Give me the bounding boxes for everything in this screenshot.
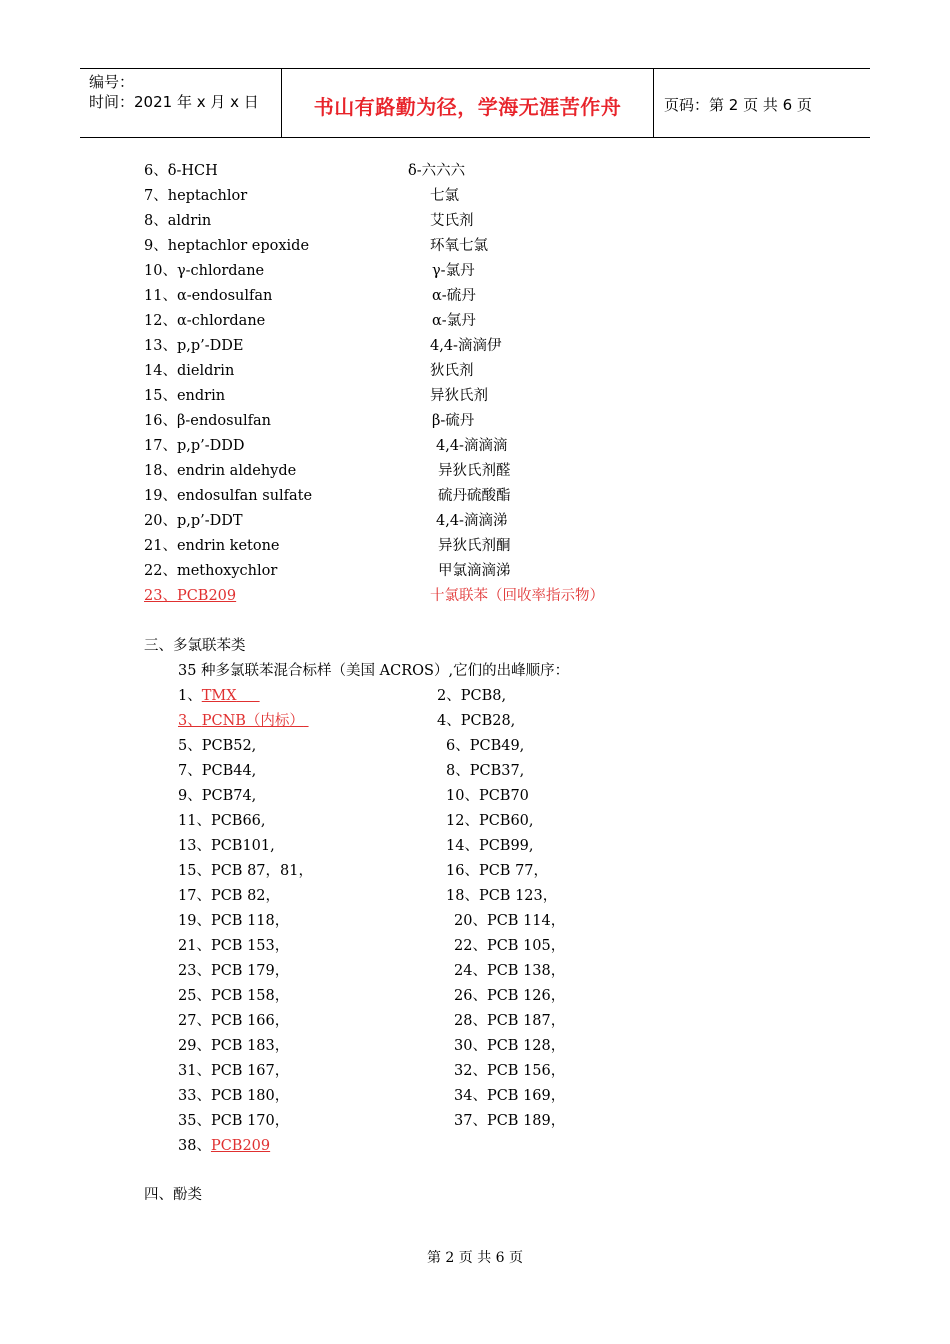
pcb-item: 24、PCB 138，	[454, 963, 566, 979]
pcb-item: 7、PCB44,	[178, 763, 257, 779]
list-item-en: 16、β-endosulfan	[144, 413, 271, 429]
pcb-item: 18、PCB 123，	[446, 888, 558, 904]
item-tmx	[202, 688, 260, 704]
header-motto: 书山有路勤为径，学海无涯苦作舟	[313, 95, 622, 119]
pcb-item: 25、PCB 158，	[178, 988, 290, 1004]
pcb-item: 17、PCB 82，	[178, 888, 281, 904]
list-item-en: 15、endrin	[144, 388, 226, 404]
list-item-cn: 七氯	[430, 188, 459, 204]
list-item-cn: 甲氯滴滴涕	[438, 563, 511, 579]
list-item-en: 21、endrin ketone	[144, 538, 280, 554]
section-heading: 三、多氯联苯类	[144, 638, 246, 654]
pcb-item: 23、PCB 179，	[178, 963, 290, 979]
pcb-item: 37、PCB 189，	[454, 1113, 566, 1129]
list-item-recovery-indicator	[144, 587, 630, 605]
list-item-en: 23、PCB209	[144, 588, 237, 604]
list-item-cn: α-氯丹	[432, 313, 476, 329]
pcb-item: 9、PCB74,	[178, 788, 257, 804]
list-item-cn: 硫丹硫酸酯	[438, 488, 511, 504]
list-item-cn: 环氧七氯	[430, 238, 488, 254]
list-item-cn: 艾氏剂	[430, 213, 474, 229]
header-motto-cell	[282, 69, 654, 137]
pcb-item: 21、PCB 153，	[178, 938, 290, 954]
pcb-item: 26、PCB 126，	[454, 988, 566, 1004]
list-item-en: 6、δ-HCH	[144, 163, 218, 179]
list-item-cn: 十氯联苯（回收率指示物）	[430, 588, 604, 604]
list-item-en: 18、endrin aldehyde	[144, 463, 297, 479]
pcb-item: 29、PCB 183，	[178, 1038, 290, 1054]
item-number: 1、	[178, 688, 202, 704]
pcb-item: 12、PCB60,	[446, 813, 534, 829]
pcb-item: 4、PCB28,	[437, 713, 516, 729]
pcb-item: 6、PCB49,	[446, 738, 525, 754]
section-intro: 35 种多氯联苯混合标样（美国 ACROS）,它们的出峰顺序：	[178, 663, 570, 679]
item-number: 3、	[178, 713, 202, 729]
header-page-number: 页码：第 2 页 共 6 页	[664, 96, 812, 114]
pcb-item: 15、PCB 87，81，	[178, 863, 313, 879]
list-item-en: 7、heptachlor	[144, 188, 248, 204]
pcb-item: 31、PCB 167，	[178, 1063, 290, 1079]
pcb-item: 22、PCB 105，	[454, 938, 566, 954]
pcb-item: 27、PCB 166，	[178, 1013, 290, 1029]
item-number: 38、	[178, 1138, 211, 1154]
pcb-item	[178, 687, 260, 705]
list-item-cn: β-硫丹	[432, 413, 475, 429]
list-item-cn: 4,4-滴滴涕	[436, 513, 508, 529]
pcb-item: 34、PCB 169，	[454, 1088, 566, 1104]
pcb-item: 16、PCB 77，	[446, 863, 549, 879]
item-text: TMX	[201, 688, 237, 704]
list-item-en: 22、methoxychlor	[144, 563, 278, 579]
list-item-en: 8、aldrin	[144, 213, 212, 229]
pcb-item: 5、PCB52,	[178, 738, 257, 754]
pcb-item: 19、PCB 118，	[178, 913, 290, 929]
list-item-en: 13、p,p’-DDE	[144, 338, 244, 354]
list-item-cn: 异狄氏剂酮	[438, 538, 511, 554]
pcb-item: 28、PCB 187，	[454, 1013, 566, 1029]
list-item-cn: 4,4-滴滴滴	[436, 438, 508, 454]
item-text: PCNB（内标）	[201, 713, 304, 729]
section-heading-phenols: 四、酚类	[144, 1187, 202, 1203]
header-page-cell	[654, 69, 870, 137]
list-item-en: 12、α-chlordane	[144, 313, 266, 329]
list-item-cn: 狄氏剂	[430, 363, 474, 379]
pcb-item	[178, 1137, 270, 1155]
list-item-en: 19、endosulfan sulfate	[144, 488, 313, 504]
list-item-en: 11、α-endosulfan	[144, 288, 273, 304]
pcb-item: 30、PCB 128，	[454, 1038, 566, 1054]
list-item-en: 17、p,p’-DDD	[144, 438, 245, 454]
list-item-en: 10、γ-chlordane	[144, 263, 265, 279]
list-item-en: 14、dieldrin	[144, 363, 235, 379]
pcb-item: 10、PCB70	[446, 788, 529, 804]
list-item-cn: 异狄氏剂醛	[438, 463, 511, 479]
pcb-item: 8、PCB37,	[446, 763, 525, 779]
page-footer: 第 2 页 共 6 页	[426, 1250, 524, 1266]
list-item-en: 9、heptachlor epoxide	[144, 238, 310, 254]
pcb-item: 14、PCB99,	[446, 838, 534, 854]
list-item-cn: δ-六六六	[408, 163, 466, 179]
pcb-item: 13、PCB101,	[178, 838, 275, 854]
list-item-cn: 异狄氏剂	[430, 388, 488, 404]
document-code-label: 编号：	[89, 73, 135, 91]
pcb-item: 11、PCB66,	[178, 813, 266, 829]
item-text: PCB209	[210, 1138, 271, 1154]
pcb-item: 35、PCB 170，	[178, 1113, 290, 1129]
pcb-item: 20、PCB 114，	[454, 913, 566, 929]
header-info-cell	[80, 69, 282, 137]
document-header	[80, 68, 870, 138]
pcb-item: 33、PCB 180，	[178, 1088, 290, 1104]
list-item-en: 20、p,p’-DDT	[144, 513, 243, 529]
list-item-cn: 4,4-滴滴伊	[430, 338, 502, 354]
list-item-cn: α-硫丹	[432, 288, 476, 304]
pcb-item: 2、PCB8,	[437, 688, 507, 704]
list-item-cn: γ-氯丹	[432, 263, 475, 279]
document-time-label: 时间：2021 年 x 月 x 日	[89, 93, 259, 111]
pcb-item-internal-standard	[178, 712, 309, 730]
pcb-item: 32、PCB 156，	[454, 1063, 566, 1079]
